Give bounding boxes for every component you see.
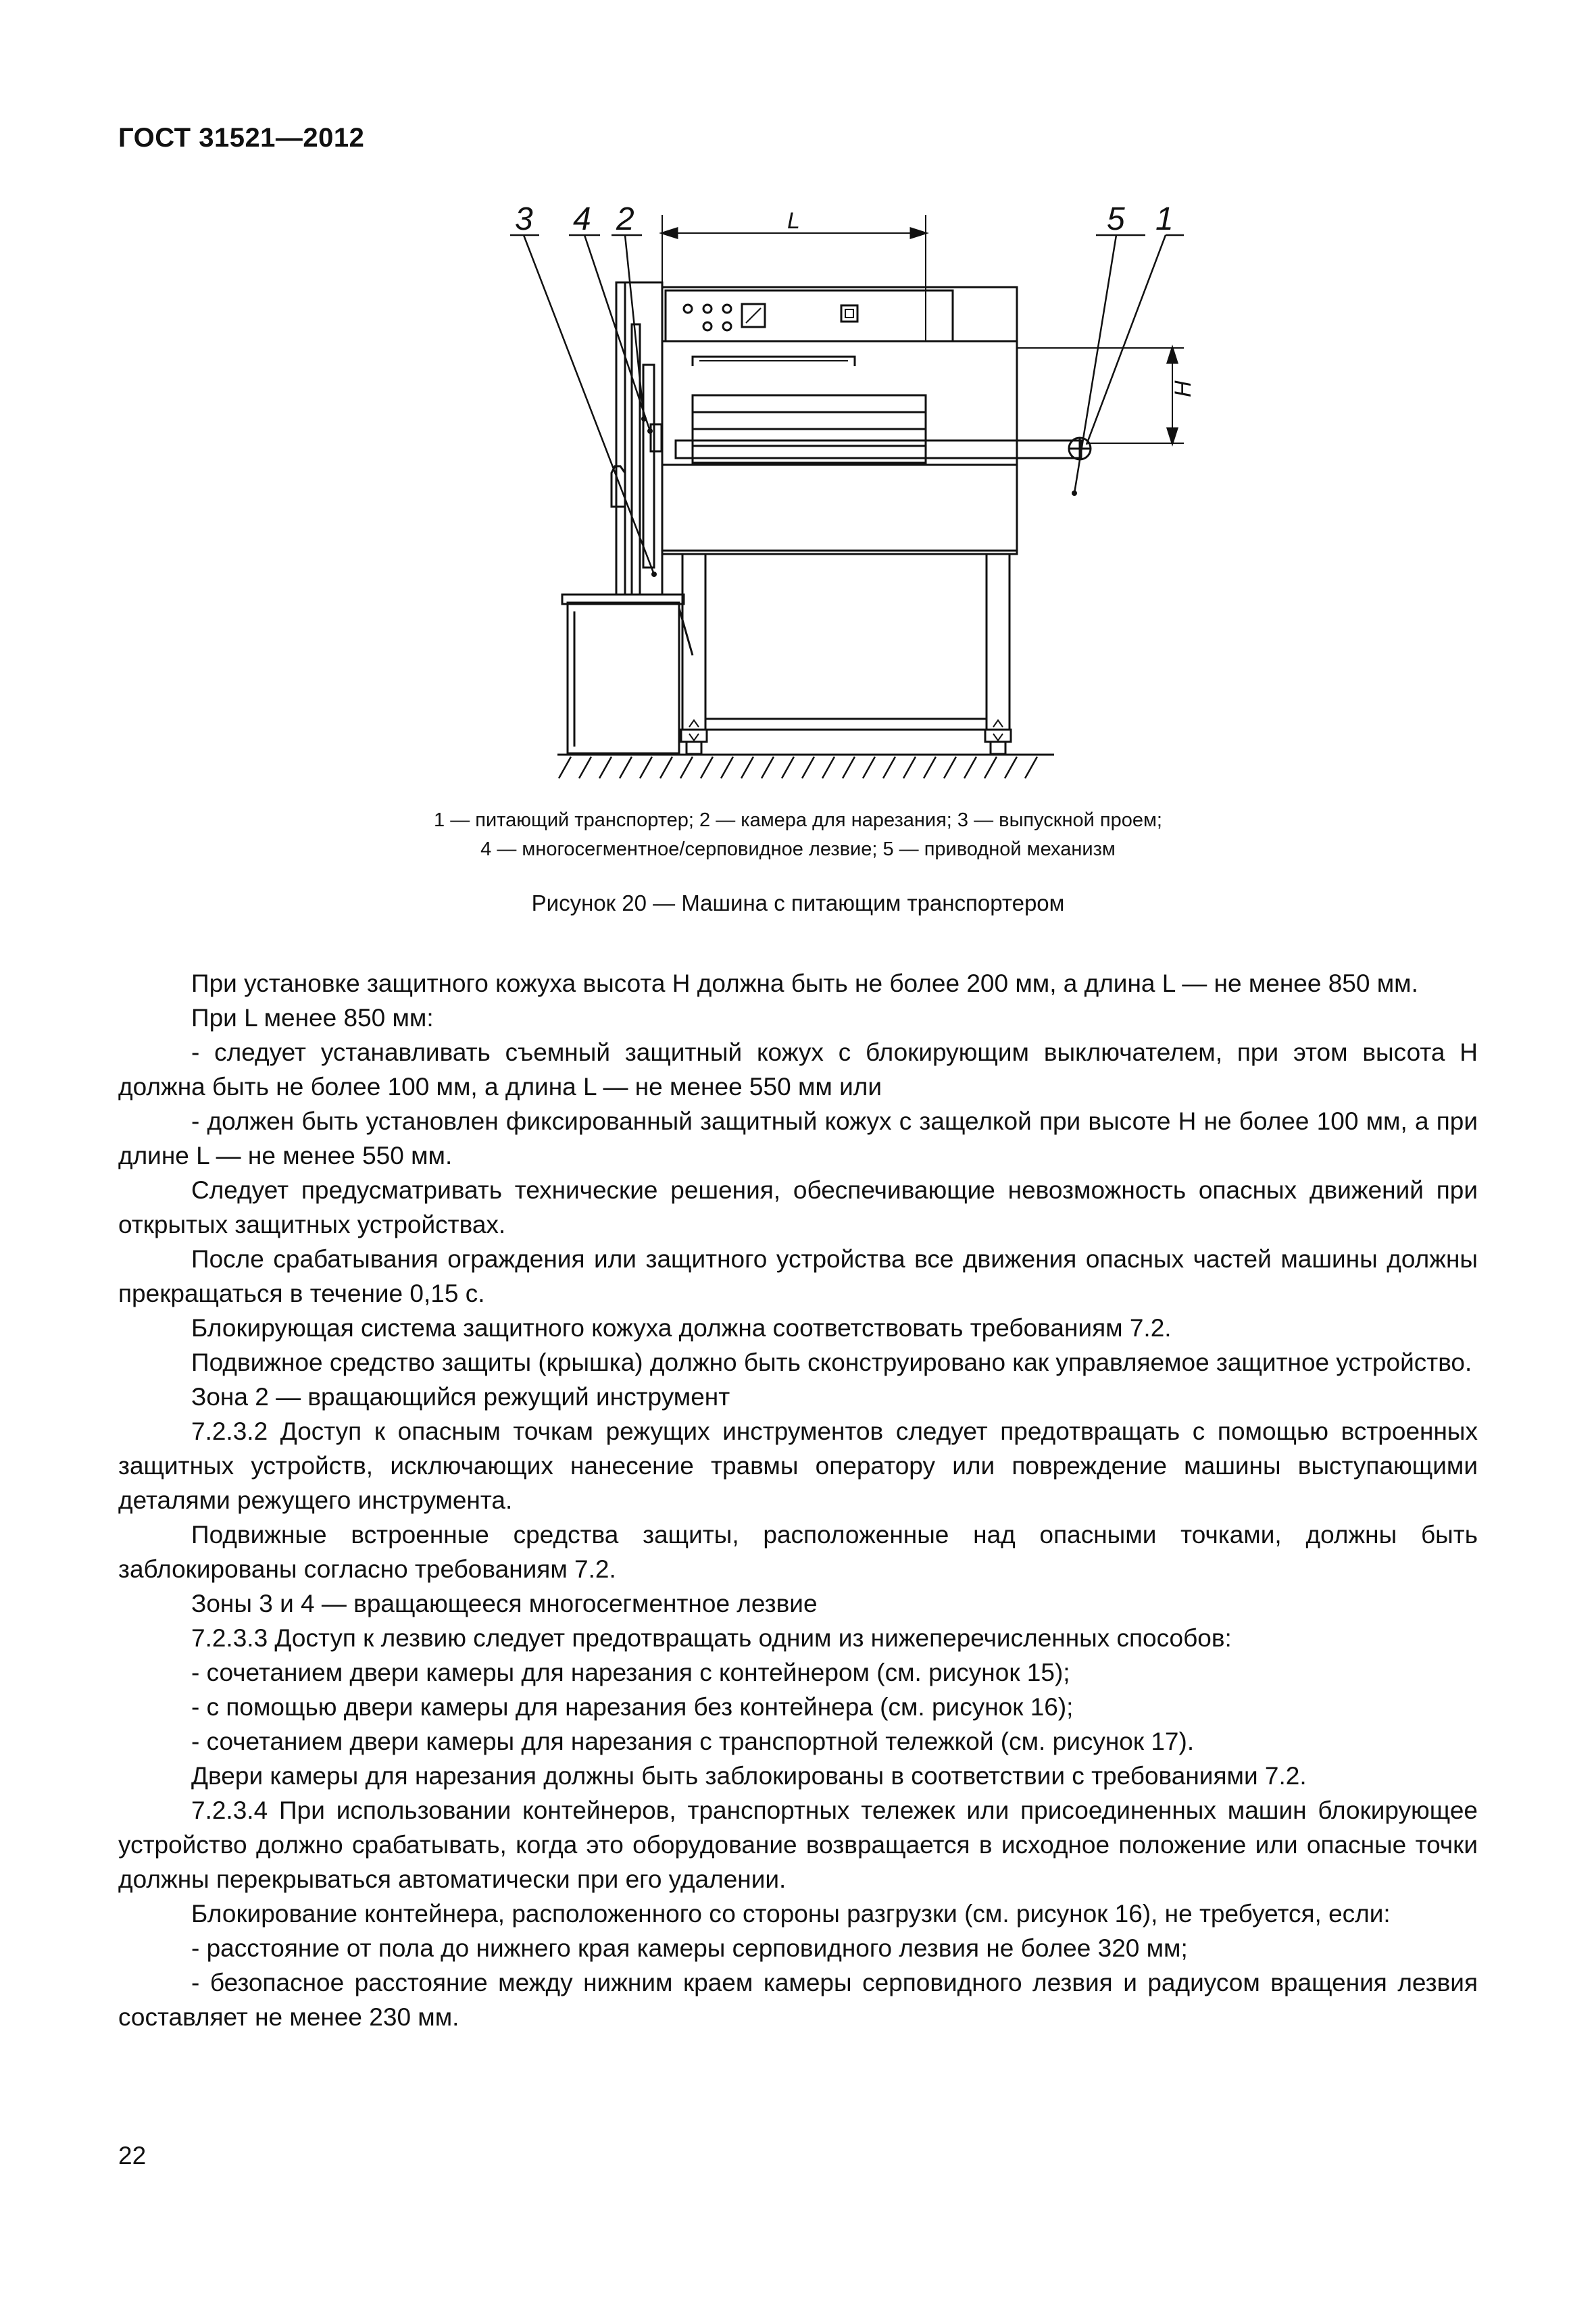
figure-legend-line-1: 1 — питающий транспортер; 2 — камера для нарезания; 3 — выпускной проем; xyxy=(434,809,1162,831)
dimension-H-label: H xyxy=(1170,380,1196,397)
machine-body xyxy=(662,287,1017,554)
dimension-L-label: L xyxy=(787,208,800,234)
figure-label-1: 1 xyxy=(1155,201,1174,237)
floor-hatching xyxy=(559,757,1037,778)
paragraph: - безопасное расстояние между нижним краем камеры серповидного лезвия и радиусом вращения лезвия составляет не менее 230 мм. xyxy=(118,1969,1478,2031)
figure-label-4: 4 xyxy=(573,201,591,237)
leader-1 xyxy=(1087,235,1166,445)
paragraph: - должен быть установлен фиксированный защитный кожух с защелкой при высоте H не более 100 мм, а при длине L — не менее 550 мм. xyxy=(118,1107,1478,1169)
paragraph: 7.2.3.2 Доступ к опасным точкам режущих инструментов следует предотвращать с помощью встроенных защитных устройств, исключающих нанесение травмы оператору или повреждение машины выступающими деталями режущего инструмента. xyxy=(118,1417,1478,1514)
paragraph: Следует предусматривать технические решения, обеспечивающие невозможность опасных движений при открытых защитных устройствах. xyxy=(118,1176,1478,1238)
figure-label-2: 2 xyxy=(616,201,634,237)
paragraph: - сочетанием двери камеры для нарезания с контейнером (см. рисунок 15); xyxy=(191,1659,1070,1686)
page-number: 22 xyxy=(118,2142,147,2169)
paragraph: Зона 2 — вращающийся режущий инструмент xyxy=(191,1383,730,1411)
control-panel xyxy=(666,291,953,341)
feed-conveyor xyxy=(676,441,1081,458)
paragraph: Подвижное средство защиты (крышка) должно быть сконструировано как управляемое защитное устройство. xyxy=(191,1349,1472,1376)
paragraph: Зоны 3 и 4 — вращающееся многосегментное лезвие xyxy=(191,1590,818,1617)
body-text xyxy=(118,966,1478,2034)
figure-title: Рисунок 20 — Машина с питающим транспортером xyxy=(531,890,1065,915)
paragraph: Подвижные встроенные средства защиты, расположенные над опасными точками, должны быть заблокированы согласно требованиям 7.2. xyxy=(118,1521,1478,1583)
paragraph: Блокирование контейнера, расположенного со стороны разгрузки (см. рисунок 16), не требуется, если: xyxy=(191,1900,1391,1928)
paragraph: При L менее 850 мм: xyxy=(191,1004,434,1032)
start-button xyxy=(841,305,857,322)
leader-3 xyxy=(524,235,654,574)
paragraph: Двери камеры для нарезания должны быть заблокированы в соответствии с требованиями 7.2. xyxy=(191,1762,1307,1790)
document-header: ГОСТ 31521—2012 xyxy=(118,123,365,153)
paragraph: - сочетанием двери камеры для нарезания с транспортной тележкой (см. рисунок 17). xyxy=(191,1728,1195,1755)
paragraph: - расстояние от пола до нижнего края камеры серповидного лезвия не более 320 мм; xyxy=(191,1934,1188,1962)
figure-label-3: 3 xyxy=(515,201,533,237)
left-leg xyxy=(682,554,705,730)
container-body xyxy=(568,603,679,753)
figure-label-5: 5 xyxy=(1107,201,1125,237)
paragraph: 7.2.3.3 Доступ к лезвию следует предотвращать одним из нижеперечисленных способов: xyxy=(191,1624,1232,1652)
right-leg xyxy=(987,554,1009,730)
leader-5 xyxy=(1074,235,1116,493)
paragraph: - с помощью двери камеры для нарезания без контейнера (см. рисунок 16); xyxy=(191,1693,1074,1721)
paragraph: После срабатывания ограждения или защитного устройства все движения опасных частей машины должны прекращаться в течение 0,15 с. xyxy=(118,1245,1478,1307)
paragraph: При установке защитного кожуха высота H должна быть не более 200 мм, а длина L — не менее 850 мм. xyxy=(191,970,1418,997)
paragraph: 7.2.3.4 При использовании контейнеров, транспортных тележек или присоединенных машин блокирующее устройство должно срабатывать, когда это оборудование возвращается в исходное положение или опасные точки должны перекрываться автоматически при его удалении. xyxy=(118,1796,1478,1893)
machine-figure xyxy=(500,189,1216,790)
paragraph: Блокирующая система защитного кожуха должна соответствовать требованиям 7.2. xyxy=(191,1314,1172,1342)
leader-2 xyxy=(625,235,644,419)
paragraph: - следует устанавливать съемный защитный кожух с блокирующим выключателем, при этом высота H должна быть не более 100 мм, а длина L — не менее 550 мм или xyxy=(118,1038,1478,1101)
figure-legend-line-2: 4 — многосегментное/серповидное лезвие; 5 — приводной механизм xyxy=(480,838,1116,860)
